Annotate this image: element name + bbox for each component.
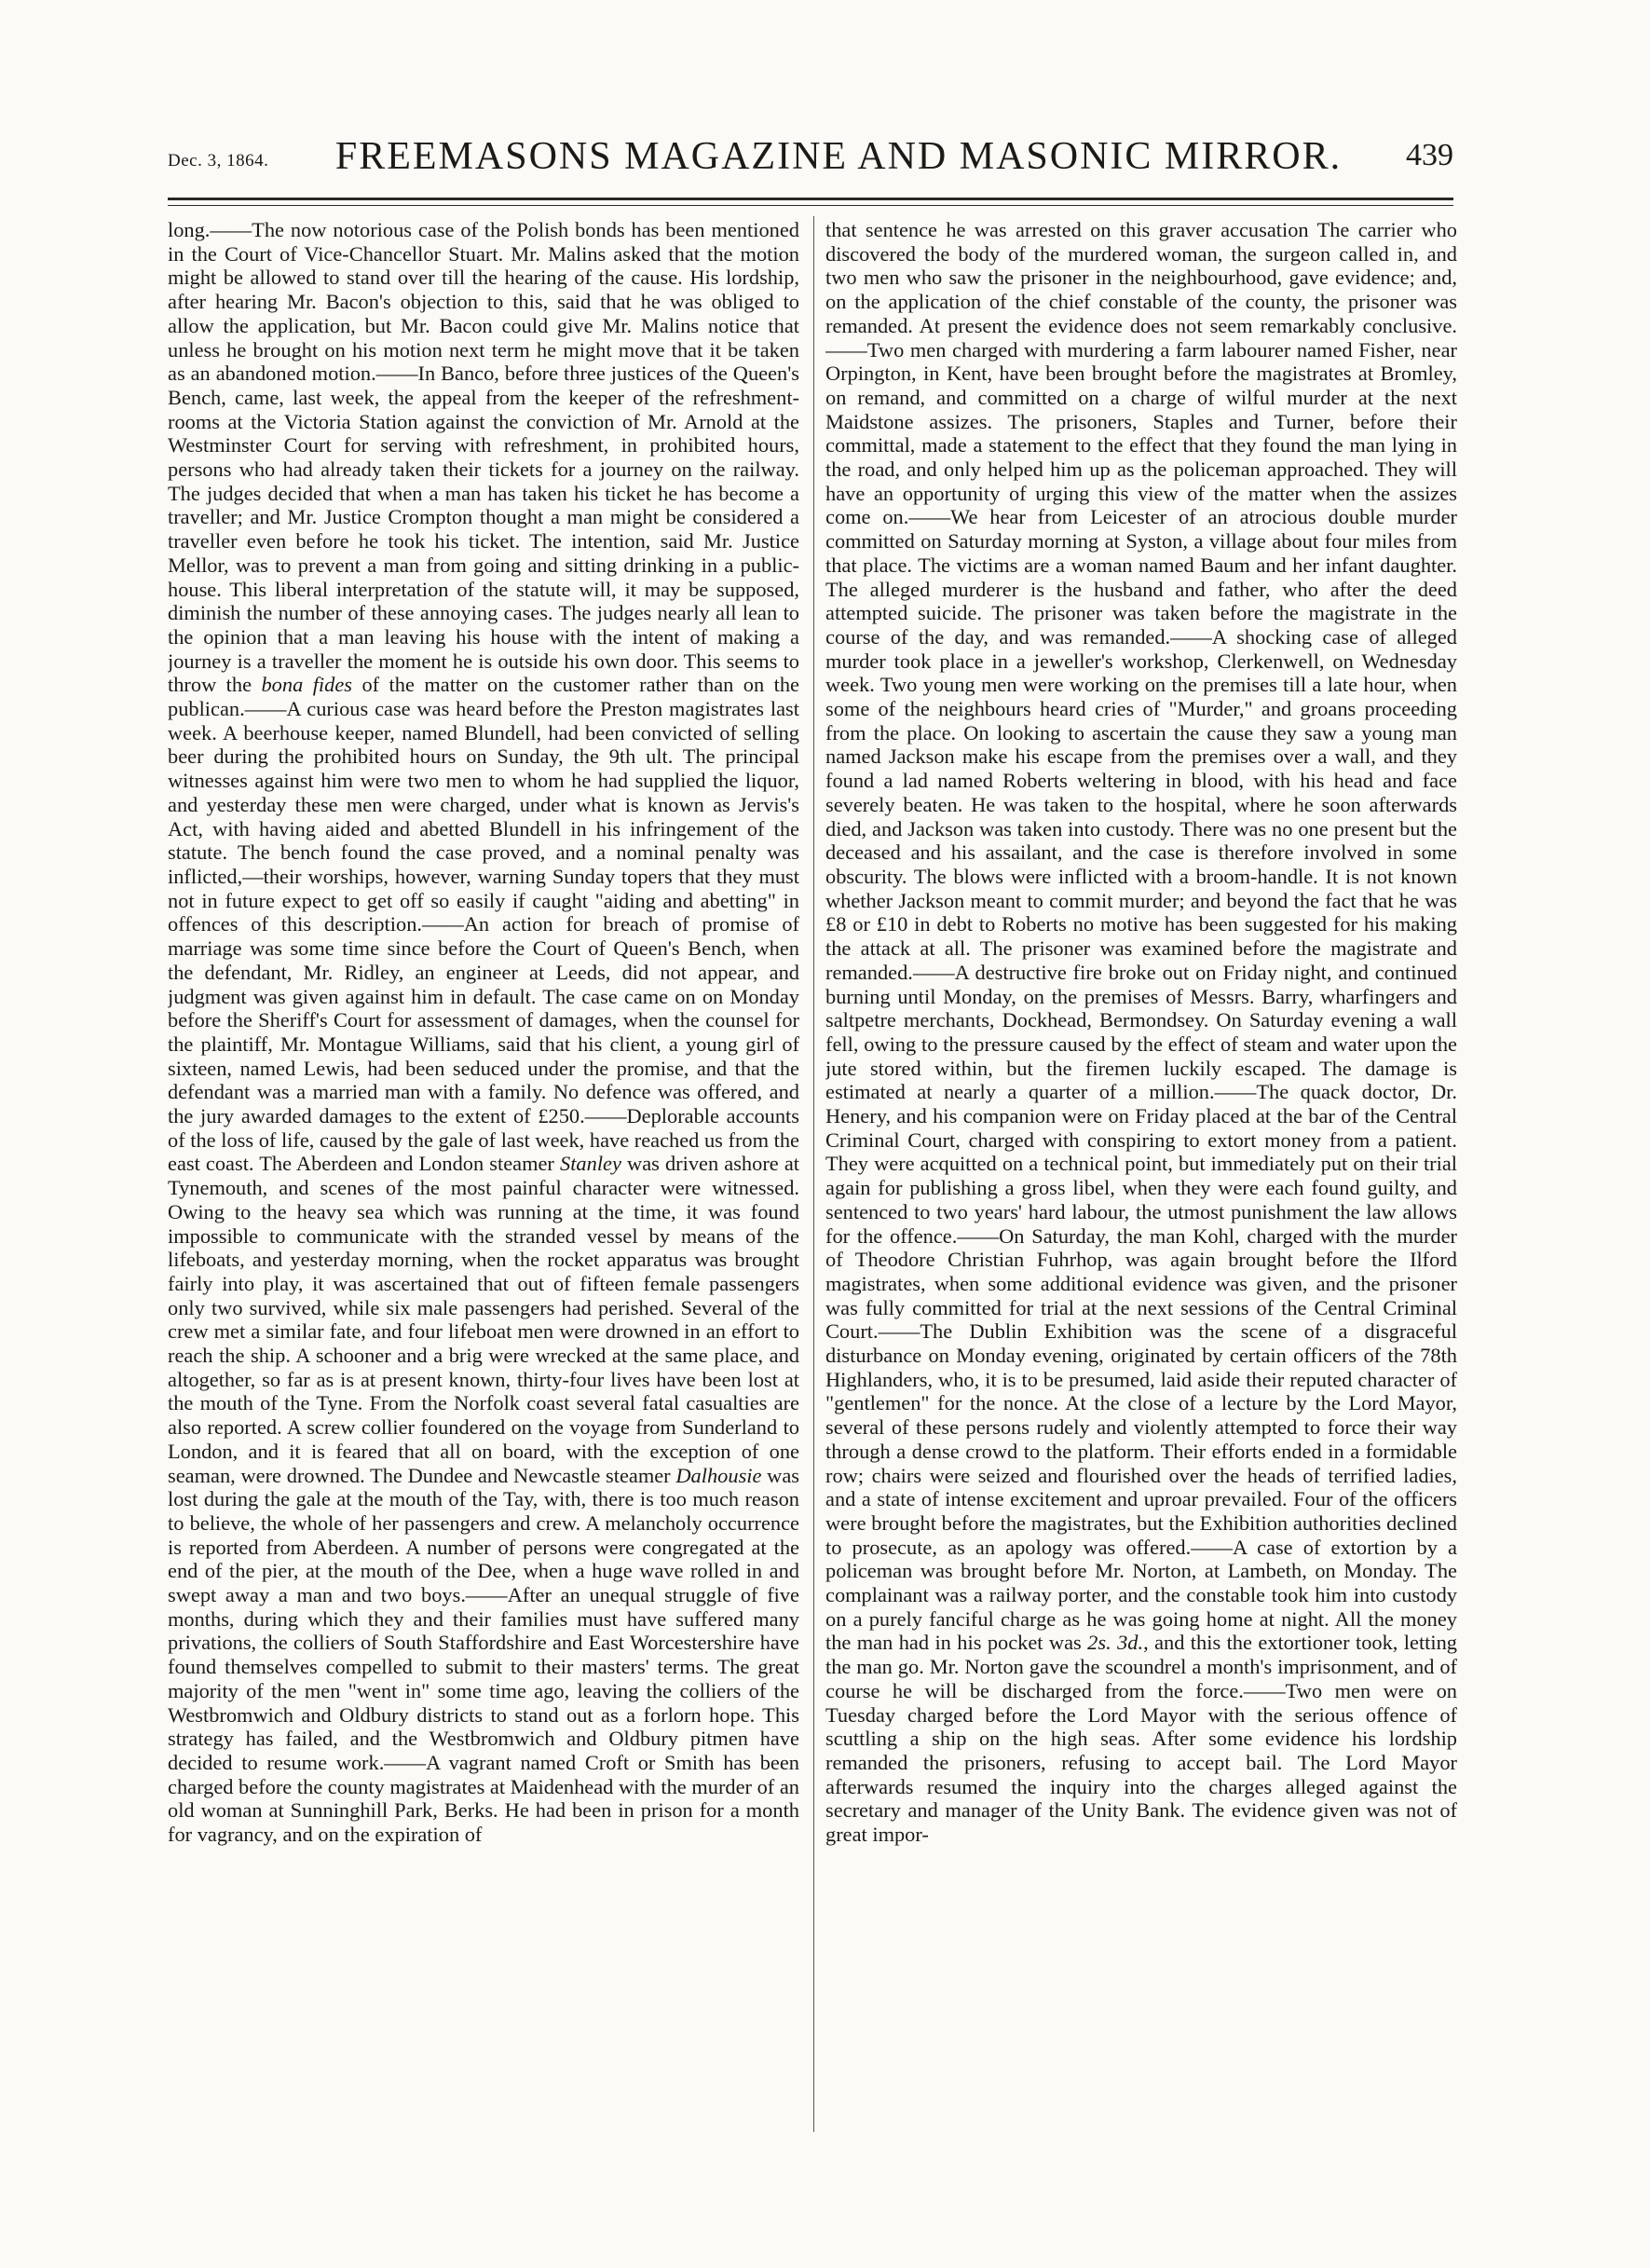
text-run-italic: 2s. 3d.: [1087, 1631, 1144, 1655]
issue-date: Dec. 3, 1864.: [168, 151, 269, 171]
right-column-text: [825, 218, 1457, 1847]
left-column-text: [168, 218, 799, 1847]
header-rule-thin: [168, 205, 1453, 206]
page-number: 439: [1406, 138, 1453, 172]
text-run-italic: Dalhousie: [675, 1463, 762, 1487]
magazine-title: FREEMASONS MAGAZINE AND MASONIC MIRROR.: [334, 135, 1343, 178]
text-run: that sentence he was arrested on this graver accusation The carrier who discovered the body of the murdered woman, the surgeon called in, and two men who saw the prisoner in the neighbourhood, gave evidence; and, on the application of the chief constable of the county, the prisoner was remanded. At present the evidence does not seem remarkably conclusive.——Two men charged with murdering a farm labourer named Fisher, near Orpington, in Kent, have been brought before the magistrates at Bromley, on remand, and committed on a charge of wilful murder at the next Maidstone assizes. The prisoners, Staples and Turner, before their committal, made a statement to the effect that they found the man lying in the road, and only helped him up as the policeman approached. They will have an opportunity of urging this view of the matter when the assizes come on.——We hear from Leicester of an atrocious double murder committed on Saturday morning at Syston, a village about four miles from that place. The victims are a woman named Baum and her infant daughter. The alleged murderer is the husband and father, who after the deed attempted suicide. The prisoner was taken before the magistrate in the course of the day, and was remanded.——A shocking case of alleged murder took place in a jeweller's workshop, Clerkenwell, on Wednesday week. Two young men were working on the premises till a late hour, when some of the neighbours heard cries of "Murder," and groans proceeding from the place. On looking to ascertain the cause they saw a young man named Jackson make his escape from the premises over a wall, and they found a lad named Roberts weltering in blood, with his head and face severely beaten. He was taken to the hospital, where he soon afterwards died, and Jackson was taken into custody. There was no one present but the deceased and his assailant, and the case is therefore involved in some obscurity. The blows were inflicted with a broom-handle. It is not known whether Jackson meant to commit murder; and beyond the fact that he was £8 or £10 in debt to Roberts no motive has been suggested for his making the attack at all. The prisoner was examined before the magistrate and remanded.——A destructive fire broke out on Friday night, and continued burning until Monday, on the premises of Messrs. Barry, wharfingers and saltpetre merchants, Dockhead, Bermondsey. On Saturday evening a wall fell, owing to the pressure caused by the effect of steam and water upon the jute stored within, but the firemen luckily escaped. The damage is estimated at nearly a quarter of a million.——The quack doctor, Dr. Henery, and his companion were on Friday placed at the bar of the Central Criminal Court, charged with conspiring to extort money from a patient. They were acquitted on a technical point, but immediately put on their trial again for publishing a gross libel, when they were each found guilty, and sentenced to two years' hard labour, the utmost punishment the law allows for the offence.——On Saturday, the man Kohl, charged with the murder of Theodore Christian Fuhrhop, was again brought before the Ilford magistrates, when some additional evidence was given, and the prisoner was fully committed for trial at the next sessions of the Central Criminal Court.——The Dublin Exhibition was the scene of a disgraceful disturbance on Monday evening, originated by certain officers of the 78th Highlanders, who, it is to be presumed, laid aside their reputed character of "gentlemen" for the nonce. At the close of a lecture by the Lord Mayor, several of these persons rudely and violently attempted to force their way through a dense crowd to the platform. Their efforts ended in a formidable row; chairs were seized and flourished over the heads of terrified ladies, and a state of intense excitement and uproar prevailed. Four of the officers were brought before the magistrates, but the Exhibition authorities declined to prosecute, as an apology was offered.——A case of extortion by a policeman was brought before Mr. Norton, at Lambeth, on Monday. The complainant was a railway porter, and the constable took him into custody on a purely fanciful charge as he was going home at night. All the money the man had in his pocket was: [825, 218, 1457, 1655]
text-run: , and this the extortioner took, letting the man go. Mr. Norton gave the scoundrel a month's imprisonment, and of course he will be discharged from the force.——Two men were on Tuesday charged before the Lord Mayor with the serious offence of scuttling a ship on the high seas. After some evidence his lordship remanded the prisoners, refusing to accept bail. The Lord Mayor afterwards resumed the inquiry into the charges alleged against the secretary and manager of the Unity Bank. The evidence given was not of great impor-: [825, 1631, 1457, 1847]
right-column: [825, 218, 1457, 2138]
text-run-italic: bona fides: [261, 673, 353, 697]
column-divider: [813, 216, 814, 2132]
text-run: long.——The now notorious case of the Polish bonds has been mentioned in the Court of Vice-Chancellor Stuart. Mr. Malins asked that the motion might be allowed to stand over till the hearing of the cause. His lordship, after hearing Mr. Bacon's objection to this, said that he was obliged to allow the application, but Mr. Bacon could give Mr. Malins notice that unless he brought on his motion next term he might move that it be taken as an abandoned motion.——In Banco, before three justices of the Queen's Bench, came, last week, the appeal from the keeper of the refreshment-rooms at the Victoria Station against the conviction of Mr. Arnold at the Westminster Court for serving with refreshment, in prohibited hours, persons who had already taken their tickets for a journey on the railway. The judges decided that when a man has taken his ticket he has become a traveller; and Mr. Justice Crompton thought a man might be considered a traveller even before he took his ticket. The intention, said Mr. Justice Mellor, was to prevent a man from going and sitting drinking in a public-house. This liberal interpretation of the statute will, it may be supposed, diminish the number of these annoying cases. The judges nearly all lean to the opinion that a man leaving his house with the intent of making a journey is a traveller the moment he is outside his own door. This seems to throw the: [168, 218, 799, 697]
text-run: of the matter on the customer rather than on the publican.——A curious case was heard before the Preston magistrates last week. A beerhouse keeper, named Blundell, had been convicted of selling beer during the prohibited hours on Sunday, the 9th ult. The principal witnesses against him were two men to whom he had supplied the liquor, and yesterday these men were charged, under what is known as Jervis's Act, with having aided and abetted Blundell in his infringement of the statute. The bench found the case proved, and a nominal penalty was inflicted,—their worships, however, warning Sunday topers that they must not in future expect to get off so easily if caught "aiding and abetting" in offences of this description.——An action for breach of promise of marriage was some time since before the Court of Queen's Bench, when the defendant, Mr. Ridley, an engineer at Leeds, did not appear, and judgment was given against him in default. The case came on on Monday before the Sheriff's Court for assessment of damages, when the counsel for the plaintiff, Mr. Montague Williams, said that his client, a young girl of sixteen, named Lewis, had been seduced under the promise, and that the defendant was a married man with a family. No defence was offered, and the jury awarded damages to the extent of £250.——Deplorable accounts of the loss of life, caused by the gale of last week, have reached us from the east coast. The Aberdeen and London steamer: [168, 673, 799, 1176]
header-rule-thick: [168, 198, 1453, 200]
text-run: was lost during the gale at the mouth of the Tay, with, there is too much reason to believe, the whole of her passengers and crew. A melancholy occurrence is reported from Aberdeen. A number of persons were congregated at the end of the pier, at the mouth of the Dee, when a huge wave rolled in and swept away a man and two boys.——After an unequal struggle of five months, during which they and their families must have suffered many privations, the colliers of South Staffordshire and East Worcestershire have found themselves compelled to submit to their masters' terms. The great majority of the men "went in" some time ago, leaving the colliers of the Westbromwich and Oldbury districts to stand out as a forlorn hope. This strategy has failed, and the Westbromwich and Oldbury pitmen have decided to resume work.——A vagrant named Croft or Smith has been charged before the county magistrates at Maidenhead with the murder of an old woman at Sunninghill Park, Berks. He had been in prison for a month for vagrancy, and on the expiration of: [168, 1463, 799, 1847]
text-run-italic: Stanley: [560, 1152, 621, 1176]
page-header: [168, 130, 1453, 183]
left-column: [168, 218, 799, 2138]
text-run: was driven ashore at Tynemouth, and scenes of the most painful character were witnessed. Owing to the heavy sea which was running at the time, it was found impossible to communicate with the stranded vessel by means of the lifeboats, and yesterday morning, when the rocket apparatus was brought fairly into play, it was ascertained that out of fifteen female passengers only two survived, while six male passengers had perished. Several of the crew met a similar fate, and four lifeboat men were drowned in an effort to reach the ship. A schooner and a brig were wrecked at the same place, and altogether, so far as is at present known, thirty-four lives have been lost at the mouth of the Tyne. From the Norfolk coast several fatal casualties are also reported. A screw collier foundered on the voyage from Sunderland to London, and it is feared that all on board, with the exception of one seaman, were drowned. The Dundee and Newcastle steamer: [168, 1152, 799, 1487]
